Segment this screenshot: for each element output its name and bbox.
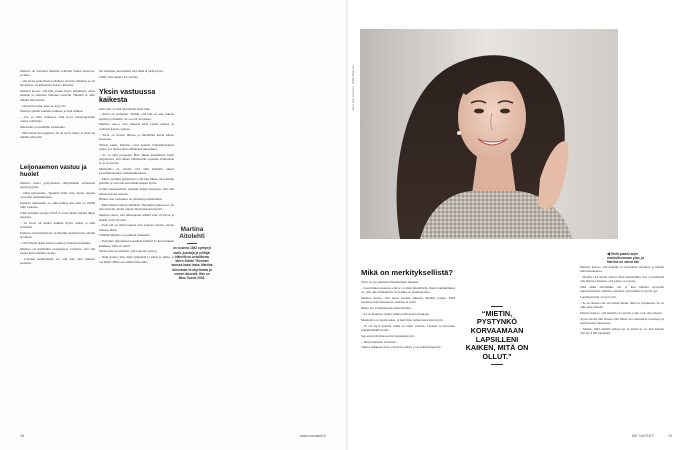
- paragraph: Arjen asioita hän haluaa elää ilman sen suurempia draamoja ja pitää huolen lapsistaan.: [580, 317, 664, 326]
- left-column-2: [99, 84, 174, 428]
- paragraph: Martina kertoo, että hän joutuu myös puhumaan omaa ääntään ja olemaan Stefanin puolella. Hänellä ei ollut mitään hävettävää.: [20, 89, 95, 102]
- paragraph: – Olen leijonaemo. Tapahtui mitä vain, mutta lapseni ovat aina ensimmäisenä.: [20, 190, 95, 199]
- paragraph: – Mutta työlläni pohjautuva, että hän lähtee turvallisille poluille ja toivottavasti kaikki menee hyvin.: [99, 177, 174, 186]
- paragraph: Oma äiti on ollut Martinalle suuri tuki.: [99, 106, 151, 111]
- paragraph: Hänen oma vastuunsa on johtanut ponnisteluun.: [99, 197, 163, 202]
- paragraph: – Oli aivan paikoillaan todistusta tarvittu. Minusta se oli kuvitellut, oli järkyttävä, kertoo Martina.: [20, 79, 95, 88]
- paragraph: – Äitini on parhaiten. Tiedän, että hän on aina tukena lapsille ja minulle. Se on tosi arvokasta.: [99, 112, 174, 121]
- paragraph: Tyttö on nyt pitkässä kilpailemisen mukana.: [361, 280, 420, 284]
- paragraph: Steffi oli koulussa 22-vuotias.: [99, 74, 139, 79]
- paragraph: Siirtoa hän on ajatellut, että totta hai pystyy.: [99, 249, 158, 254]
- paragraph: Perheen taloudenhoitoja on Martina hoitanut itse omalla tavallaan.: [20, 230, 95, 240]
- divider: [491, 306, 503, 307]
- paragraph: – Se on kaunista, mutta siihen pitää kasvaa mukaan.: [361, 311, 430, 316]
- person-name: Martina Aitolehti: [179, 226, 205, 241]
- paragraph: On hamalan, kun hetkiä, että tämä ei päde kyvin.: [99, 69, 164, 73]
- right-column-1: [361, 265, 455, 430]
- paragraph: – Koen hänen saaneen, että se on ehkä jännittävää, mutta vanhemmuus on ollut aika ihmeellistä. Se kaikki on ainutkertaista.: [361, 285, 455, 295]
- paragraph: – Ei ole hyvä ajatella, mikä on tullut vastaan. Lapseni on kasvanut mielettömällä tavalla.: [361, 323, 455, 332]
- paragraph: Martinalla on selvää, että sillä hetkellä oikeat peruslähtökohdat vanhemmuudessa.: [99, 167, 174, 176]
- paragraph: – Pystynkö tarjoamaan lapsilleni kaikki? Jo korvaamaan kaikkien, mitä on ollut?: [99, 239, 174, 248]
- paragraph: – Se on yhtä prosessia. Hän jatkuu kuulumaan kohti ympäristöä, että hänen elämässään tapahtuu muutoksia ja se on selvää.: [99, 152, 174, 166]
- paragraph: Martina sanoo pystyneensä säilyttämään perheensä yksityisyyden.: [20, 180, 95, 189]
- section-heading: Leijonaemon vastuu ja huolet: [20, 164, 87, 178]
- paragraph: Vähällä Martina on pohtinut tilannetta.: [99, 233, 151, 238]
- paragraph: Lapsillaan hän on hyvä äiti.: [580, 295, 617, 300]
- paragraph: Martina sanoo, että rakkaus kävi lasten kanssa ja ystävien kanssa arjessa.: [99, 122, 174, 131]
- paragraph: – Stefa on tuonut ilmaan ja mielelläni kävin hänen kanssaan.: [99, 132, 174, 141]
- paragraph: – Se on ihanaa olla, että minä puhun, mitä on sydämessä. Se on ollut aina tärkeää.: [580, 301, 664, 310]
- pull-quote: [463, 303, 531, 368]
- left-page-number: 18: [20, 434, 24, 438]
- paragraph: Sen asian Martina kertoi menneensä ohi.: [361, 333, 415, 338]
- paragraph: – Oli tärkeää jättää asioita taakse ja mennä eteenpäin.: [20, 241, 91, 246]
- paragraph: – Oli aivan saatu, kuka se kysyvät.: [20, 103, 66, 108]
- photo-credit: Kuva Tinja Lehtonen · Meikki Meiju Aho: [352, 64, 355, 110]
- paragraph: – Näin kanna, hän sitten tyhjentää ja pääsi ja pääsi, et ole hätää. Mitta sen elämä mies elää.: [99, 255, 174, 264]
- portrait-illustration: [360, 29, 618, 239]
- portrait-photo: [360, 29, 618, 239]
- paragraph: Martina oli Karibialla saapumassa varmaan, että sitä ennen kuin ennätää vaaleja.: [20, 246, 95, 256]
- paragraph: – Uusi uni on myös kaunis asia, kaipaus tuntuu olevan ilmassa läsnä.: [99, 223, 174, 232]
- paragraph: Ylitetu perhe Martina voisi ajatella mahdollisuuksia sanoa, jos Stefa tekisi elämäänsä muutoksia.: [99, 142, 174, 151]
- paragraph: Martina kertoo, että myös itsensä aiheesta tehdään paljon. Mitä tapahtuu tulevaisuudessa, kukaan ei tiedä.: [361, 295, 455, 305]
- pull-quote-text: “MIETIN, PYSTYNKÖ KORVAAMAAN LAPSILLENI KAIKEN, MITÄ ON OLLUT.”: [465, 308, 529, 361]
- paragraph: Martina oli soittanut mökille poliisille Stefan nosteros-sa mies.: [20, 69, 95, 78]
- photo-caption: [607, 252, 653, 264]
- paragraph: – Se vuosi oli meille kaikille hyvin raskas ja siitä selvittiin.: [20, 220, 95, 230]
- paragraph: Martina kertoo, että hänellä on luottamus lapsiinsa ja heidän tulevaisuuteensa.: [580, 265, 664, 274]
- paragraph: – Minä menin omaan elämään. Tietenkin kaikessa ei ole aina kevyttä, mutta oikein tänä kiertueen myötä.: [99, 203, 174, 212]
- paragraph: Siitä ehkä selviämme me ja kun häneltä kysytään tulevaisuudesta, Martina ajattelee, että kaikki on hyvin nyt.: [580, 285, 664, 294]
- paragraph: Martina ajatteli kokeilla kaikkea ja elää sulkien.: [20, 109, 84, 114]
- paragraph: – Mietin, mitä elämän jatkaa nyt ja missä se on, kun haluan olla hyvä äiti lapsilleni.: [580, 327, 664, 336]
- paragraph: – Mutta kaikesta selvittiin.: [361, 339, 397, 344]
- divider: [187, 243, 197, 244]
- triangle-pointer-icon: ◀: [607, 251, 611, 256]
- paragraph: Martina kertoo, että hänellä on ystäviä, jotka ovat aina tukena.: [580, 311, 663, 316]
- person-info-box: [171, 226, 213, 318]
- paragraph: Perheen tukiverkko on ollut tärkeä, kun arki on välillä ollut raskasta.: [20, 200, 95, 209]
- left-column-1-top: [20, 69, 95, 157]
- paragraph: – Useiden kesämökillä on, että hän olisi tukenut perhettä.: [20, 257, 95, 266]
- left-column-2-top: [99, 69, 174, 81]
- section-heading: Yksin vastuussa kaikesta: [99, 87, 156, 104]
- paragraph: – Joo, ja siinä vaiheessa ollut kova sananvapauden voima toimittaja.: [20, 115, 95, 124]
- paragraph: Joulun keskustelulla tapahtui hänen kanssaan, kun hän puhuu kotona asioista.: [99, 187, 174, 196]
- website-url: www.menaiset.fi: [300, 434, 326, 438]
- caption-text: Stefa palaisi arjen mahdollisimman pian, ja Martina on vahva äiti.: [607, 252, 645, 265]
- person-bio: on vuonna 1982 syntynyt malli, juontaja ja yrittäjä. Hänellä on avioliitosta lähes Stefan Therman kanssa kaksi lasta. Martina tunnetaan tv-ohjelmista ja somen äänestä. Hän on Miss Suomi 2002.: [171, 246, 213, 281]
- paragraph: Mutta nyt ei kuitenkaan kuulu mitään.: [361, 306, 412, 311]
- paragraph: – Tiedän, että tuoma vielä polttaa menetelmiä. Nyt on tärkeintä olla läsnä ja muistaa, että perhe on parasta.: [580, 275, 664, 284]
- divider: [491, 364, 503, 365]
- paragraph: Tuleva hampaan hoito oli myös tärkeä, ja ne kaikki menevät.: [361, 345, 442, 350]
- paragraph: Martinalla on lapsia kaksi, ja heitä hän haluaa kasvattaa hyvin.: [361, 317, 444, 322]
- magazine-name: ME NAISET: [632, 434, 655, 438]
- right-column-2: [580, 265, 664, 430]
- left-column-1-bottom: [20, 160, 95, 428]
- section-heading: Mikä on merkityksellistä?: [361, 268, 454, 277]
- paragraph: Martinalla on äidillään tosiasiakin.: [20, 125, 66, 130]
- paragraph: – Mitä minä sitä oppineet. Se oli kevä, mutta ei siinä ole mitään selkeyttä.: [20, 131, 95, 140]
- right-page-number: 19: [668, 434, 672, 438]
- paragraph: Martina sanoo, että jälkeenpäin kaikki vain oli hyvin ja kaikki syttyi hyvään.: [99, 213, 174, 222]
- paragraph: Lähti kouluun vuonna 2018 ja vuosi meni tärkeää tukea antaessa.: [20, 210, 95, 220]
